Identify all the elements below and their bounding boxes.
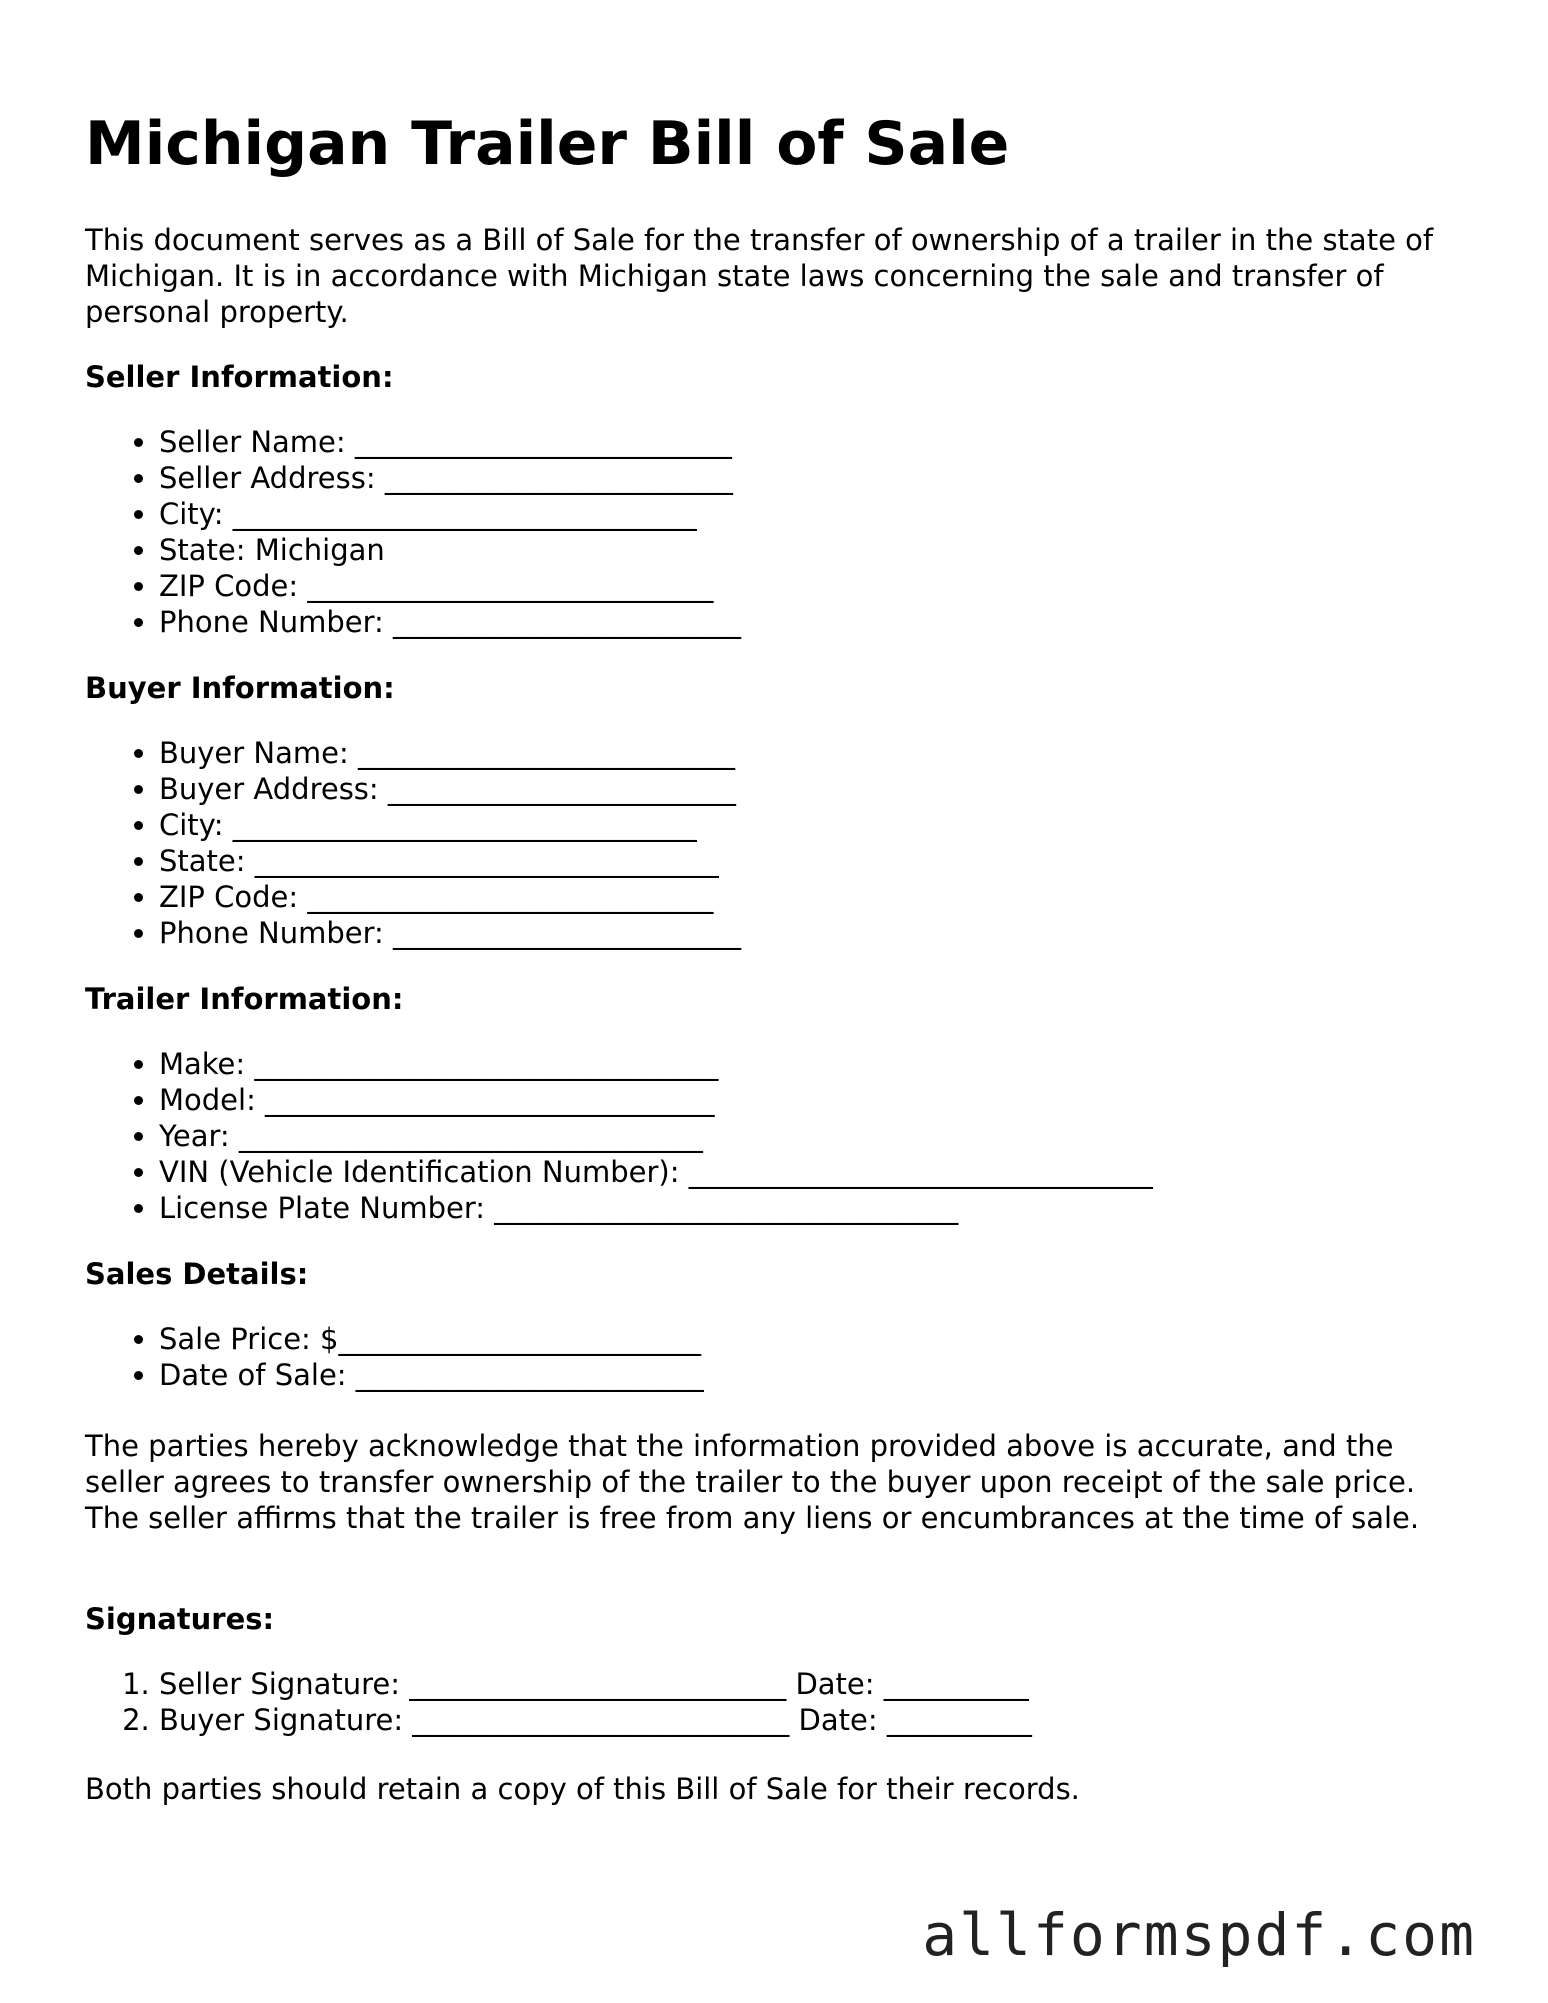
seller-section-heading: Seller Information: [85, 360, 394, 394]
seller-city-field: • City: ________________________________ [159, 496, 741, 532]
buyer-signature-field: 2. Buyer Signature: __________________________ Date: __________ [159, 1702, 1032, 1738]
seller-name-field: • Seller Name: __________________________ [159, 424, 741, 460]
trailer-make-field: • Make: ________________________________ [159, 1046, 1153, 1082]
sales-fields-list [85, 1321, 704, 1393]
trailer-fields-list [85, 1046, 1153, 1226]
buyer-fields-list [85, 735, 741, 951]
seller-fields-list [85, 424, 741, 640]
buyer-name-field: • Buyer Name: __________________________ [159, 735, 741, 771]
trailer-model-field: • Model: _______________________________ [159, 1082, 1153, 1118]
sale-date-field: • Date of Sale: ________________________ [159, 1357, 704, 1393]
seller-phone-field: • Phone Number: ________________________ [159, 604, 741, 640]
closing-paragraph: Both parties should retain a copy of this Bill of Sale for their records. [85, 1772, 1080, 1806]
sale-price-field: • Sale Price: $_________________________ [159, 1321, 704, 1357]
trailer-section-heading: Trailer Information: [85, 982, 404, 1016]
sales-section-heading: Sales Details: [85, 1257, 309, 1291]
trailer-plate-field: • License Plate Number: ________________________________ [159, 1190, 1153, 1226]
document-title: Michigan Trailer Bill of Sale [85, 109, 1010, 179]
buyer-zip-field: • ZIP Code: ____________________________ [159, 879, 741, 915]
watermark-logo: allformspdf.com [922, 1901, 1476, 1969]
trailer-vin-field: • VIN (Vehicle Identification Number): ________________________________ [159, 1154, 1153, 1190]
seller-zip-field: • ZIP Code: ____________________________ [159, 568, 741, 604]
buyer-phone-field: • Phone Number: ________________________ [159, 915, 741, 951]
intro-paragraph: This document serves as a Bill of Sale for the transfer of ownership of a trailer in the state of Michigan. It is in accordance with Michigan state laws concerning the sale and transfer of personal property. [85, 223, 1434, 329]
buyer-address-field: • Buyer Address: ________________________ [159, 771, 741, 807]
seller-signature-field: 1. Seller Signature: __________________________ Date: __________ [159, 1666, 1032, 1702]
seller-address-field: • Seller Address: ________________________ [159, 460, 741, 496]
buyer-state-field: • State: ________________________________ [159, 843, 741, 879]
buyer-city-field: • City: ________________________________ [159, 807, 741, 843]
seller-state-field: • State: Michigan [159, 532, 741, 568]
signatures-list [85, 1666, 1032, 1738]
acknowledgement-paragraph: The parties hereby acknowledge that the information provided above is accurate, and the seller agrees to transfer ownership of the trailer to the buyer upon receipt of the sale price. The seller affirms that the trailer is free from any liens or encumbrances at the time of sale. [85, 1429, 1420, 1535]
trailer-year-field: • Year: ________________________________ [159, 1118, 1153, 1154]
signatures-section-heading: Signatures: [85, 1602, 275, 1636]
buyer-section-heading: Buyer Information: [85, 671, 395, 705]
